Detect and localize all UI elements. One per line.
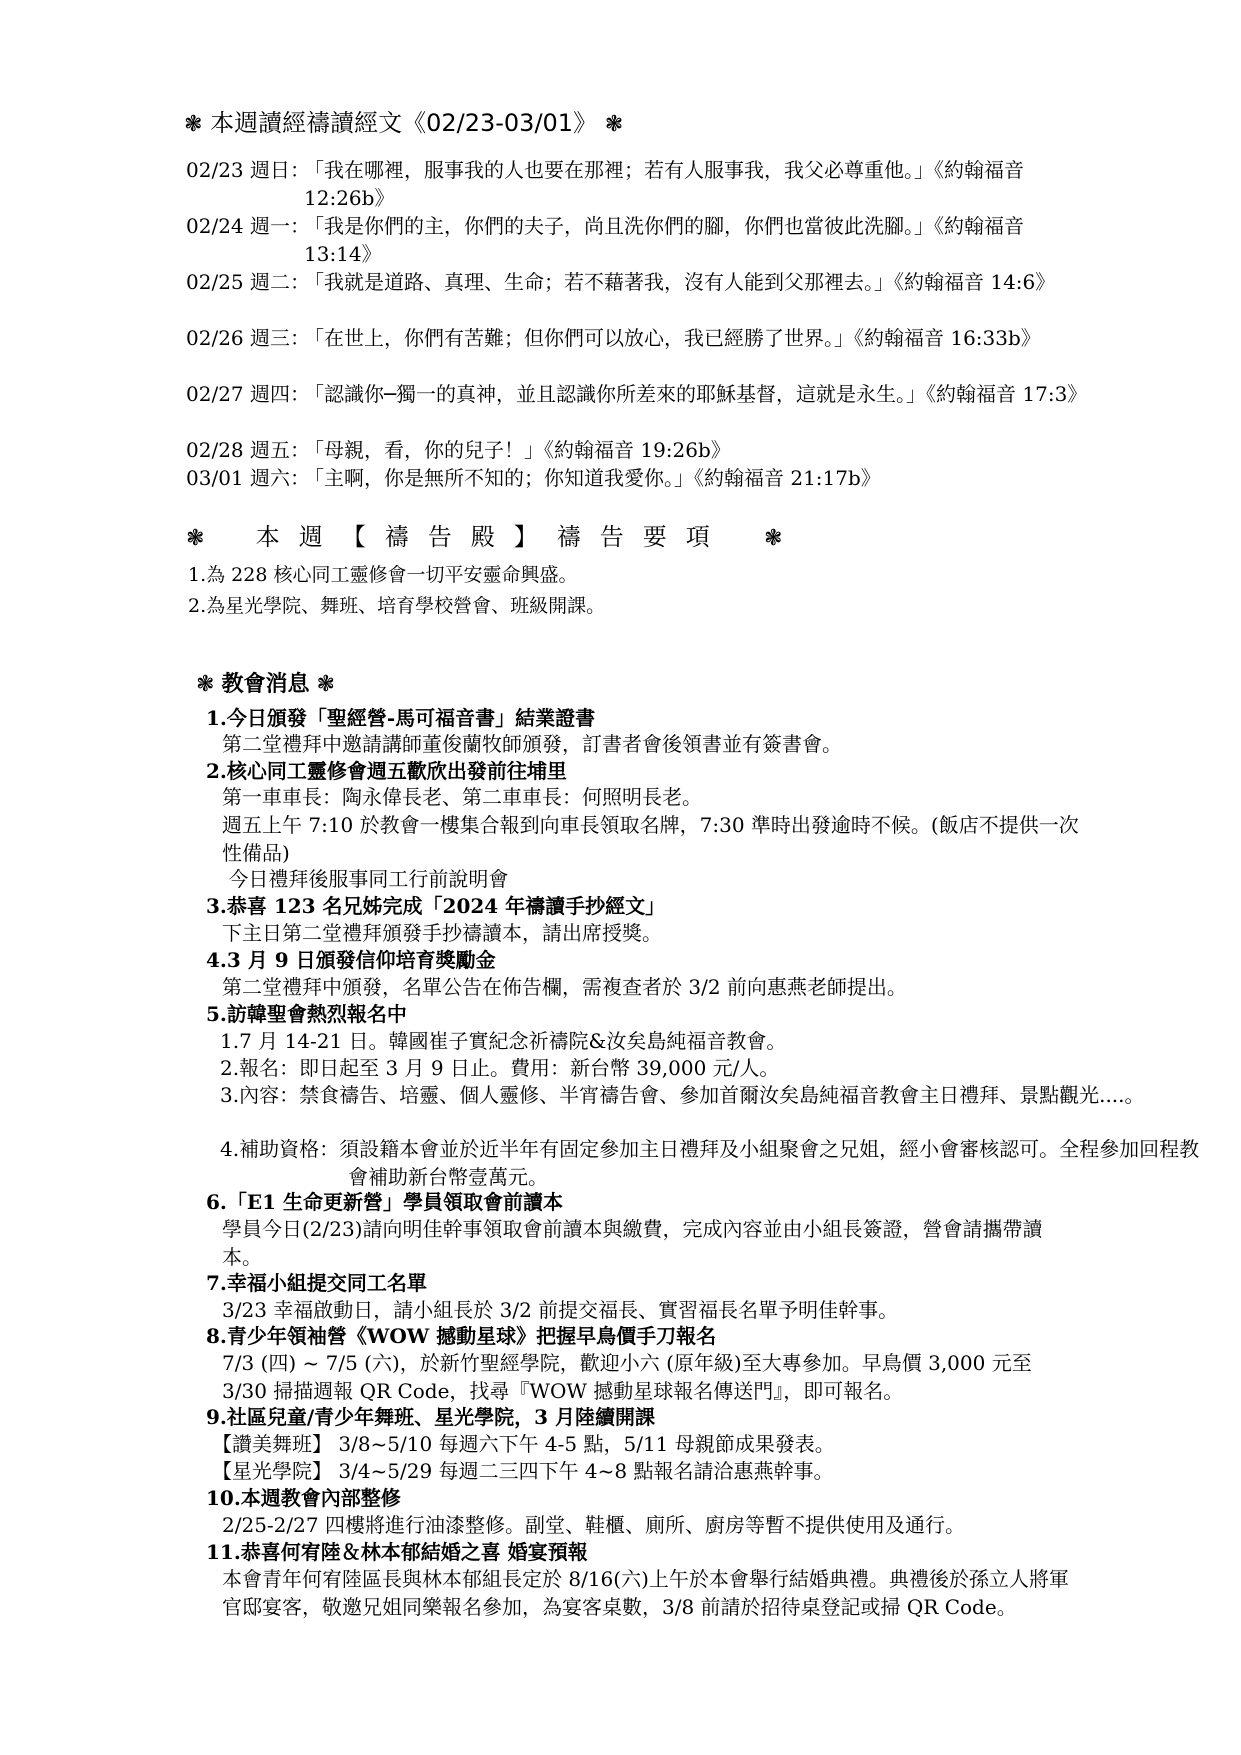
reading-item: [186, 324, 1086, 352]
reading-date: 02/26 週三：: [186, 326, 310, 350]
news-item-title: 2.核心同工靈修會週五歡欣出發前往埔里: [206, 759, 567, 783]
reading-text: 「我在哪裡，服事我的人也要在那裡；若有人服事我，我父必尊重他。」《約翰福音 12:26b》: [304, 158, 1024, 210]
news-item-title: 1.今日頒發「聖經營-馬可福音書」結業證書: [206, 706, 596, 730]
news-item-line: 第一車車長：陶永偉長老、第二車車長：何照明長老。: [222, 785, 702, 809]
reading-item: [186, 436, 1086, 464]
news-item-line: 2/25-2/27 四樓將進行油漆整修。副堂、鞋櫃、廁所、廚房等暫不提供使用及通行。: [222, 1513, 965, 1537]
news-item-line: 3/23 幸福啟動日，請小組長於 3/2 前提交福長、實習福長名單予明佳幹事。: [222, 1298, 899, 1322]
news-title: 教會消息: [221, 672, 310, 697]
readings-heading: [184, 108, 623, 140]
flower-icon: ❃: [186, 526, 205, 551]
reading-item: [186, 212, 1086, 268]
news-item-title: 5.訪韓聖會熱烈報名中: [206, 1002, 407, 1026]
news-item-title: 10.本週教會內部整修: [206, 1486, 401, 1510]
news-item-line: 下主日第二堂禮拜頒發手抄禱讀本，請出席授獎。: [222, 921, 662, 945]
news-item-line: 1.7 月 14-21 日。韓國崔子實紀念祈禱院&汝矣島純福音教會。: [220, 1029, 787, 1053]
news-item-line: 【星光學院】 3/4~5/29 每週二三四下午 4~8 點報名請洽惠燕幹事。: [212, 1459, 834, 1483]
flower-icon: ❃: [764, 526, 783, 551]
news-item-line: 第二堂禮拜中頒發，名單公告在佈告欄，需複查者於 3/2 前向惠燕老師提出。: [222, 975, 907, 999]
prayer-heading: [186, 522, 782, 554]
reading-text: 「我就是道路、真理、生命；若不藉著我，沒有人能到父那裡去。」《約翰福音 14:6》: [304, 270, 1056, 294]
reading-text: 「認識你─獨一的真神，並且認識你所差來的耶穌基督，這就是永生。」《約翰福音 17:3》: [304, 382, 1088, 406]
news-item-line: 學員今日(2/23)請向明佳幹事領取會前讀本與繳費，完成內容並由小組長簽證，營會請攜帶讀本。: [222, 1217, 1043, 1269]
reading-date: 02/27 週四：: [186, 382, 310, 406]
news-item-line: 今日禮拜後服事同工行前說明會: [222, 867, 509, 891]
news-item-line: 7/3 (四) ~ 7/5 (六)，於新竹聖經學院，歡迎小六 (原年級)至大專參加。早鳥價 3,000 元至 3/30 掃描週報 QR Code，找尋『WOW 撼動星球報名傳送門』，即可報名。: [222, 1351, 1032, 1403]
reading-item: [186, 268, 1086, 296]
reading-date: 02/23 週日：: [186, 158, 310, 182]
flower-icon: ❃: [184, 112, 203, 137]
news-item-line: 本會青年何宥陸區長與林本郁組長定於 8/16(六)上午於本會舉行結婚典禮。典禮後於孫立人將軍官邸宴客，敬邀兄姐同樂報名參加，為宴客桌數，3/8 前請於招待桌登記或掃 QR Code。: [222, 1567, 1069, 1619]
news-item-line: 第二堂禮拜中邀請講師董俊蘭牧師頒發，訂書者會後領書並有簽書會。: [222, 732, 842, 756]
reading-date: 03/01 週六：: [186, 466, 310, 490]
reading-date: 02/28 週五：: [186, 438, 310, 462]
flower-icon: ❃: [316, 672, 335, 697]
reading-date: 02/25 週二：: [186, 270, 310, 294]
reading-item: [186, 156, 1086, 212]
news-item-title: 6.「E1 生命更新營」學員領取會前讀本: [206, 1190, 564, 1214]
reading-date: 02/24 週一：: [186, 214, 310, 238]
prayer-item: 1.為 228 核心同工靈修會一切平安靈命興盛。: [188, 564, 578, 586]
prayer-item: 2.為星光學院、舞班、培育學校營會、班級開課。: [188, 595, 606, 617]
news-item-line: 4.補助資格：須設籍本會並於近半年有固定參加主日禮拜及小組聚會之兄姐，經小會審核認可。全程參加回程教會補助新台幣壹萬元。: [220, 1137, 1200, 1189]
news-heading: [196, 670, 335, 700]
flower-icon: ❃: [604, 112, 624, 137]
news-item-title: 8.青少年領袖營《WOW 撼動星球》把握早鳥價手刀報名: [206, 1324, 717, 1348]
news-item-title: 7.幸福小組提交同工名單: [206, 1271, 427, 1295]
news-item-line: 【讚美舞班】 3/8~5/10 每週六下午 4-5 點，5/11 母親節成果發表。: [212, 1432, 835, 1456]
flower-icon: ❃: [196, 672, 215, 697]
reading-text: 「我是你們的主，你們的夫子，尚且洗你們的腳，你們也當彼此洗腳。」《約翰福音 13:14》: [304, 214, 1024, 266]
news-item-title: 11.恭喜何宥陸＆林本郁結婚之喜 婚宴預報: [206, 1540, 588, 1564]
readings-title: 本週讀經禱讀經文《02/23-03/01》: [210, 109, 598, 137]
news-item-line: 2.報名：即日起至 3 月 9 日止。費用：新台幣 39,000 元/人。: [220, 1056, 780, 1080]
news-item-title: 4.3 月 9 日頒發信仰培育獎勵金: [206, 948, 496, 972]
reading-text: 「在世上，你們有苦難；但你們可以放心，我已經勝了世界。」《約翰福音 16:33b》: [304, 326, 1041, 350]
news-item-line: 週五上午 7:10 於教會一樓集合報到向車長領取名牌，7:30 準時出發逾時不候。(飯店不提供一次性備品): [222, 813, 1079, 865]
news-item-line: 3.內容：禁食禱告、培靈、個人靈修、半宵禱告會、參加首爾汝矣島純福音教會主日禮拜、景點觀光....。: [220, 1083, 1145, 1107]
news-item-title: 3.恭喜 123 名兄姊完成「2024 年禱讀手抄經文」: [206, 894, 666, 918]
reading-item: [186, 464, 1086, 492]
prayer-title: 本週【禱告殿】禱告要項: [255, 523, 729, 551]
news-item-title: 9.社區兒童/青少年舞班、星光學院，3 月陸續開課: [206, 1405, 656, 1429]
reading-item: [186, 380, 1086, 408]
reading-text: 「母親，看，你的兒子！」《約翰福音 19:26b》: [304, 438, 731, 462]
reading-text: 「主啊，你是無所不知的；你知道我愛你。」《約翰福音 21:17b》: [304, 466, 881, 490]
